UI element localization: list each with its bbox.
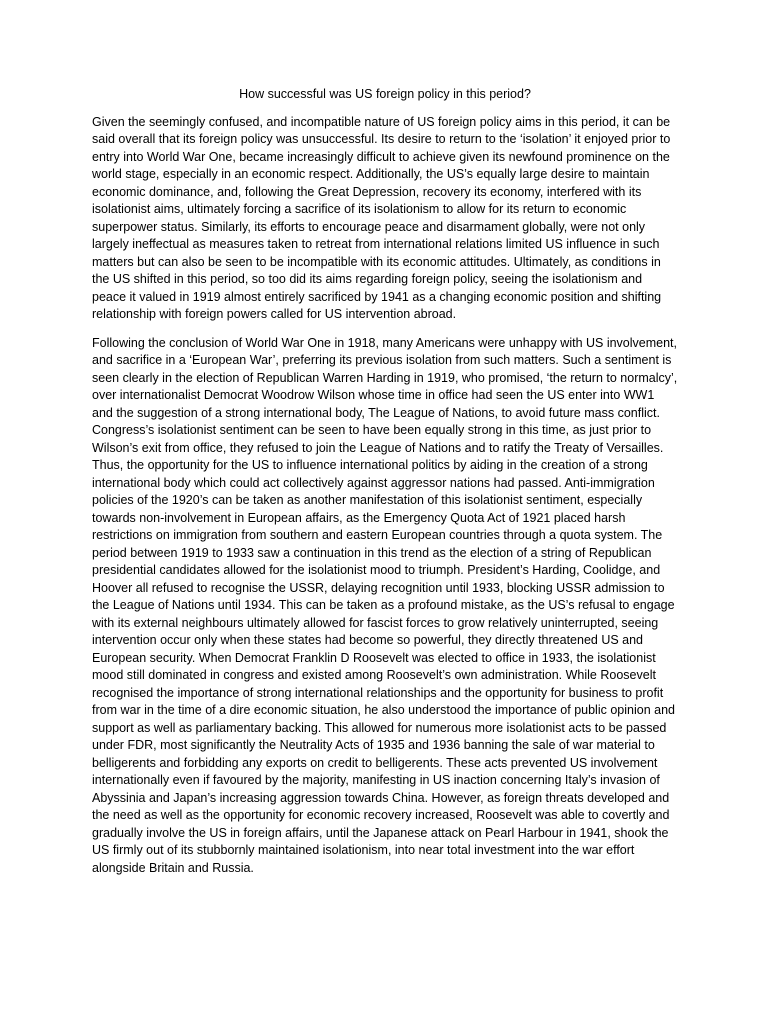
paragraph-body: Following the conclusion of World War One in 1918, many Americans were unhappy with US involvement, and sacrifice in a ‘European War’, preferring its previous isolation from such matters. Such a sentiment is seen clearly in the election of Republican Warren Harding in 1919, who promised, ‘the return to normalcy’, over internationalist Democrat Woodrow Wilson whose time in office had seen the US enter into WW1 and the suggestion of a strong international body, The League of Nations, to avoid future mass conflict. Congress’s isolationist sentiment can be seen to have been equally strong in this time, as just prior to Wilson’s exit from office, they refused to join the League of Nations and to ratify the Treaty of Versailles. Thus, the opportunity for the US to influence international politics by aiding in the creation of a strong international body which could act collectively against aggressor nations had passed. Anti-immigration policies of the 1920’s can be taken as another manifestation of this isolationist sentiment, especially towards non-involvement in European affairs, as the Emergency Quota Act of 1921 placed harsh restrictions on immigration from southern and eastern European countries through a quota system. The period between 1919 to 1933 saw a continuation in this trend as the election of a string of Republican presidential candidates allowed for the isolationist mood to triumph. President’s Harding, Coolidge, and Hoover all refused to recognise the USSR, delaying recognition until 1933, blocking USSR admission to the League of Nations until 1934. This can be taken as a profound mistake, as the US’s refusal to engage with its external neighbours ultimately allowed for fascist forces to grow relatively uninterrupted, seeing intervention occur only when these states had become so powerful, they directly threatened US and European security. When Democrat Franklin D Roosevelt was elected to office in 1933, the isolationist mood still dominated in congress and existed among Roosevelt’s own administration. While Roosevelt recognised the importance of strong international relationships and the opportunity for business to profit from war in the time of a dire economic situation, he also understood the importance of public opinion and support as well as parliamentary backing. This allowed for numerous more isolationist acts to be passed under FDR, most significantly the Neutrality Acts of 1935 and 1936 banning the sale of war material to belligerents and forbidding any exports on credit to belligerents. These acts prevented US involvement internationally even if favoured by the majority, manifesting in US inaction concerning Italy’s invasion of Abyssinia and Japan’s increasing aggression towards China. However, as foreign threats developed and the need as well as the opportunity for economic recovery increased, Roosevelt was able to covertly and gradually involve the US in foreign affairs, until the Japanese attack on Pearl Harbour in 1941, shook the US firmly out of its stubbornly maintained isolationism, into near total investment into the war effort alongside Britain and Russia. — [92, 335, 678, 875]
document-title: How successful was US foreign policy in this period? — [239, 87, 531, 101]
document-page — [92, 86, 678, 888]
paragraph-introduction: Given the seemingly confused, and incompatible nature of US foreign policy aims in this period, it can be said overall that its foreign policy was unsuccessful. Its desire to return to the ‘isolation’ it enjoyed prior to entry into World War One, became increasingly difficult to achieve given its newfound prominence on the world stage, especially in an economic respect. Additionally, the US’s equally large desire to maintain economic dominance, and, following the Great Depression, recovery its economy, interfered with its isolationist aims, ultimately forcing a sacrifice of its isolationism to allow for its return to economic superpower status. Similarly, its efforts to encourage peace and disarmament globally, were not only largely ineffectual as measures taken to retreat from international relations limited US influence in such matters but can also be seen to be incompatible with its economic attitudes. Ultimately, as conditions in the US shifted in this period, so too did its aims regarding foreign policy, seeing the isolationism and peace it valued in 1919 almost entirely sacrificed by 1941 as a changing economic position and shifting relationship with foreign powers called for US intervention abroad. — [92, 114, 671, 321]
